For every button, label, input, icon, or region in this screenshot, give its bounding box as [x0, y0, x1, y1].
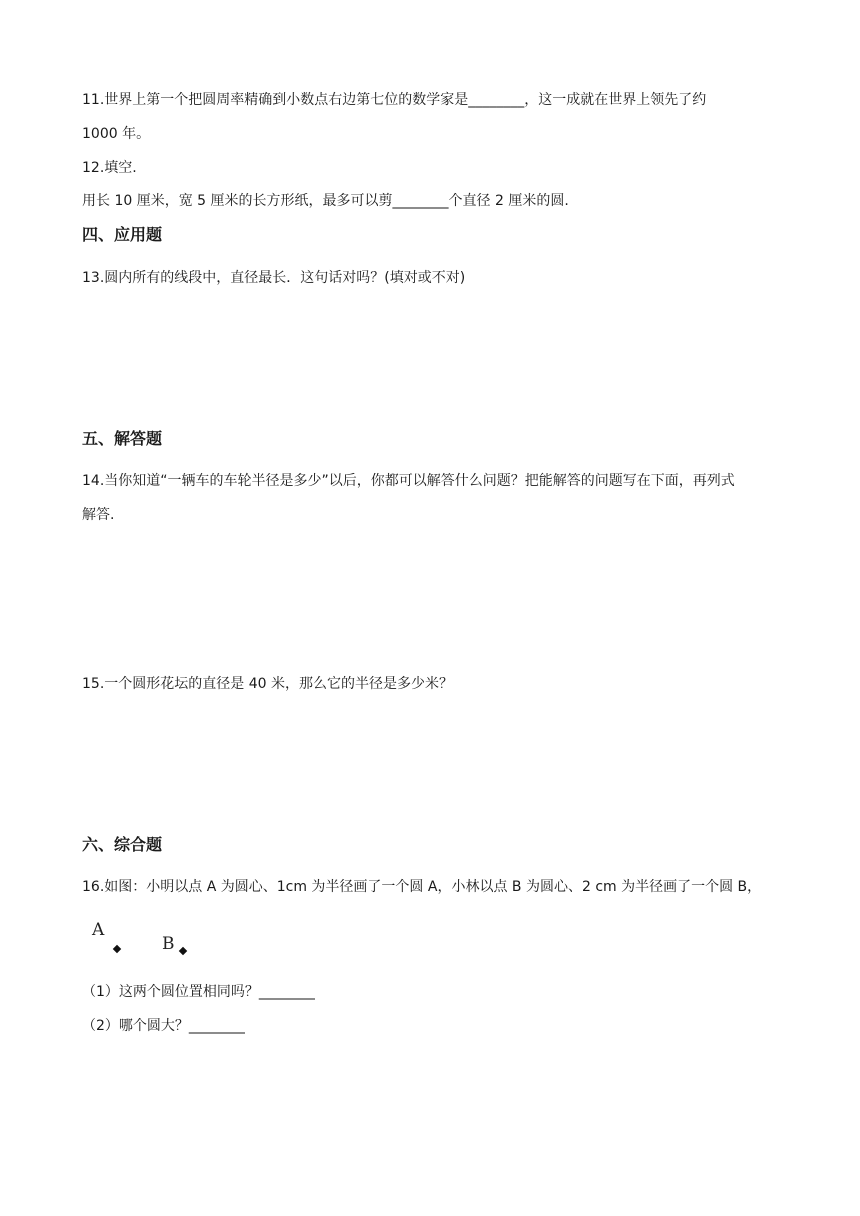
question-11-line-2: 1000 年。	[82, 126, 151, 142]
question-14-line-1: 14.当你知道“一辆车的车轮半径是多少”以后，你都可以解答什么问题？把能解答的问题写在下面，再列式	[82, 473, 735, 489]
section-heading-answer: 五、解答题	[82, 429, 163, 448]
question-16-part-1: （1）这两个圆位置相同吗？________	[82, 984, 315, 1000]
question-16-part-2: （2）哪个圆大？________	[82, 1018, 245, 1034]
point-b-dot	[179, 947, 187, 955]
point-a-label: A	[92, 920, 105, 940]
points-figure	[88, 918, 208, 962]
question-12-title: 12.填空.	[82, 160, 137, 176]
point-a-dot	[113, 945, 121, 953]
section-heading-applied: 四、应用题	[82, 225, 163, 244]
point-b-label: B	[162, 934, 175, 954]
question-14-line-2: 解答.	[82, 507, 115, 523]
question-13: 13.圆内所有的线段中，直径最长．这句话对吗？(填对或不对)	[82, 270, 466, 286]
question-12-body: 用长 10 厘米，宽 5 厘米的长方形纸，最多可以剪________个直径 2 厘米的圆.	[82, 193, 569, 209]
question-11-line-1: 11.世界上第一个把圆周率精确到小数点右边第七位的数学家是________，这一成就在世界上领先了约	[82, 92, 707, 108]
section-heading-comprehensive: 六、综合题	[82, 835, 163, 854]
question-15: 15.一个圆形花坛的直径是 40 米，那么它的半径是多少米？	[82, 676, 453, 692]
question-16: 16.如图：小明以点 A 为圆心、1cm 为半径画了一个圆 A，小林以点 B 为圆心、2 cm 为半径画了一个圆 B，	[82, 879, 762, 895]
